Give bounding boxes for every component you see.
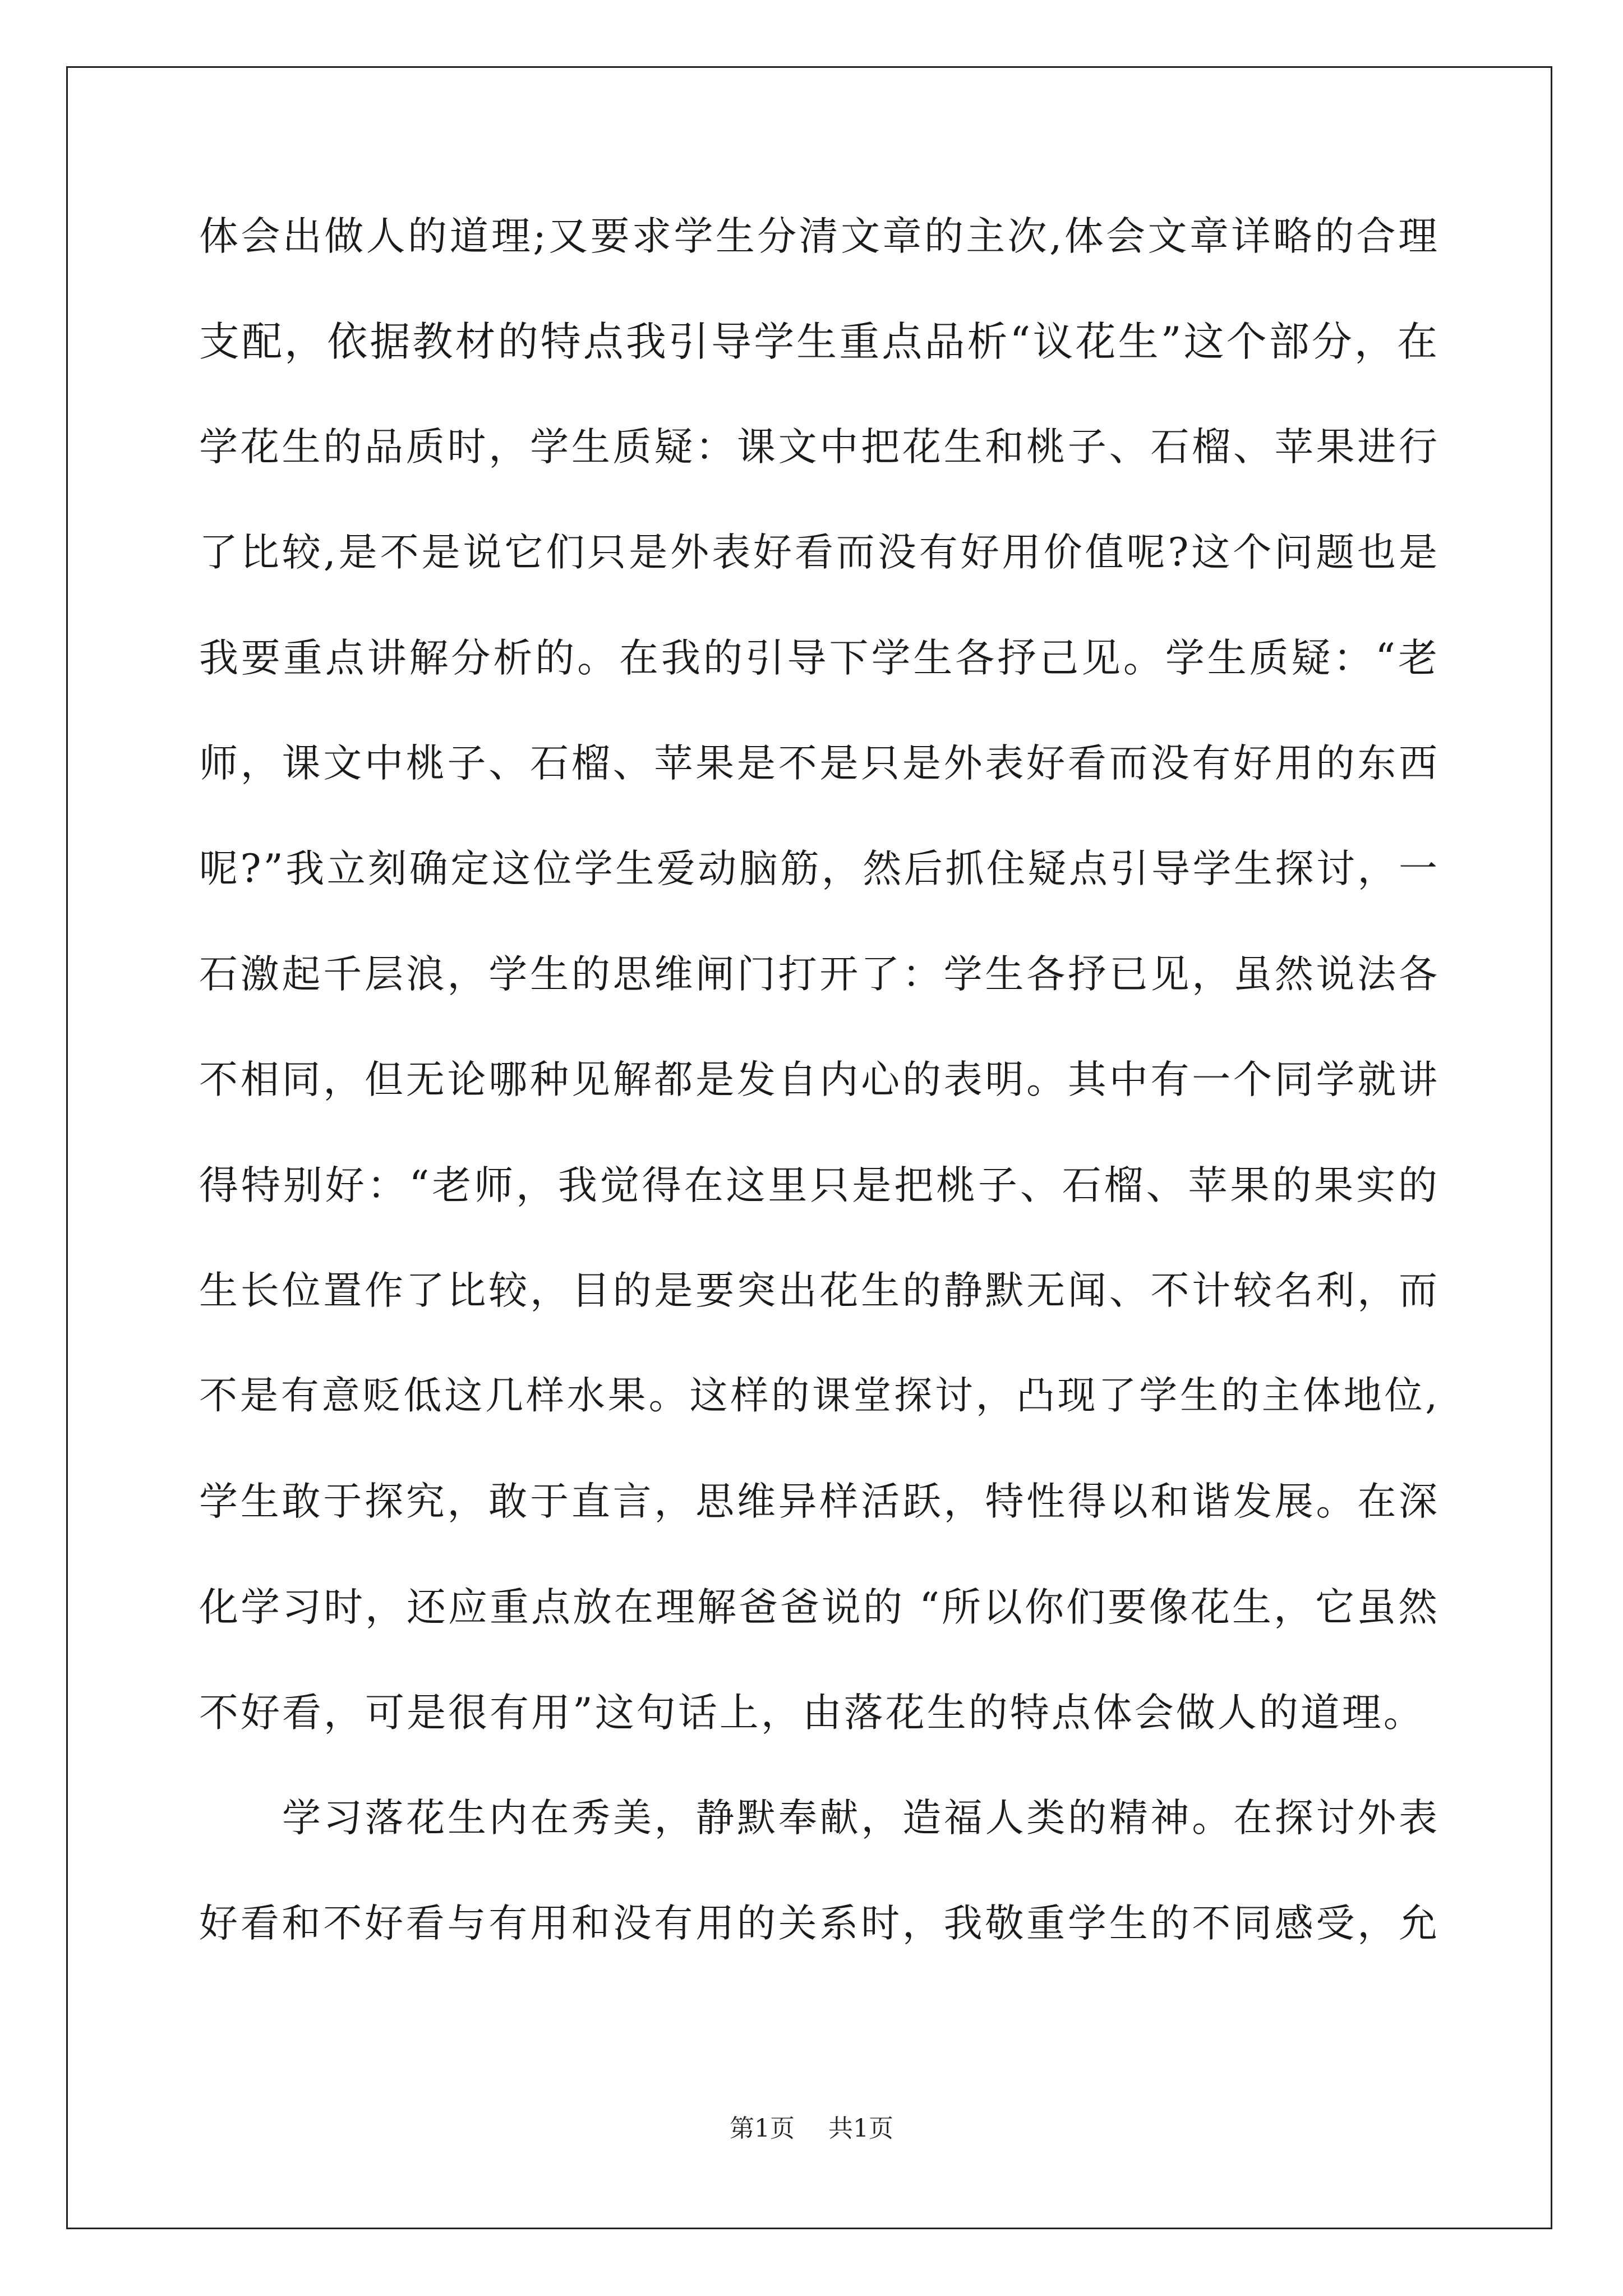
text-line: 好看和不好看与有用和没有用的关系时，我敬重学生的不同感受，允 xyxy=(199,1901,1440,1946)
page-footer xyxy=(0,2115,1623,2143)
page-number: 第1页 xyxy=(730,2114,795,2143)
text-line-indented: 学习落花生内在秀美，静默奉献，造福人类的精神。在探讨外表 xyxy=(282,1796,1440,1841)
text-line: 化学习时，还应重点放在理解爸爸说的 “所以你们要像花生，它虽然 xyxy=(199,1584,1440,1630)
text-line: 不是有意贬低这几样水果。这样的课堂探讨，凸现了学生的主体地位, xyxy=(199,1374,1440,1418)
text-line: 我要重点讲解分析的。在我的引导下学生各抒己见。学生质疑：“老 xyxy=(199,635,1440,681)
text-line: 呢?”我立刻确定这位学生爱动脑筋，然后抓住疑点引导学生探讨，一 xyxy=(199,846,1440,891)
text-line: 不相同，但无论哪种见解都是发自内心的表明。其中有一个同学就讲 xyxy=(199,1057,1440,1102)
text-line: 学生敢于探究，敢于直言，思维异样活跃，特性得以和谐发展。在深 xyxy=(199,1479,1440,1524)
page-total: 共1页 xyxy=(828,2114,893,2143)
text-line: 师，课文中桃子、石榴、苹果是不是只是外表好看而没有好用的东西 xyxy=(199,741,1440,786)
text-line: 石激起千层浪，学生的思维闸门打开了：学生各抒已见，虽然说法各 xyxy=(199,952,1440,997)
text-line: 了比较,是不是说它们只是外表好看而没有好用价值呢?这个问题也是 xyxy=(199,530,1440,575)
text-line: 支配，依据教材的特点我引导学生重点品析“议花生”这个部分，在 xyxy=(199,318,1440,365)
text-line: 体会出做人的道理;又要求学生分清文章的主次,体会文章详略的合理 xyxy=(199,213,1440,259)
text-line: 学花生的品质时，学生质疑：课文中把花生和桃子、石榴、苹果进行 xyxy=(199,425,1440,470)
text-line: 生长位置作了比较，目的是要突出花生的静默无闻、不计较名利，而 xyxy=(199,1268,1440,1313)
document-body xyxy=(199,212,1440,2005)
text-line: 得特别好：“老师，我觉得在这里只是把桃子、石榴、苹果的果实的 xyxy=(199,1162,1440,1208)
text-line: 不好看，可是很有用”这句话上，由落花生的特点体会做人的道理。 xyxy=(199,1690,1425,1736)
